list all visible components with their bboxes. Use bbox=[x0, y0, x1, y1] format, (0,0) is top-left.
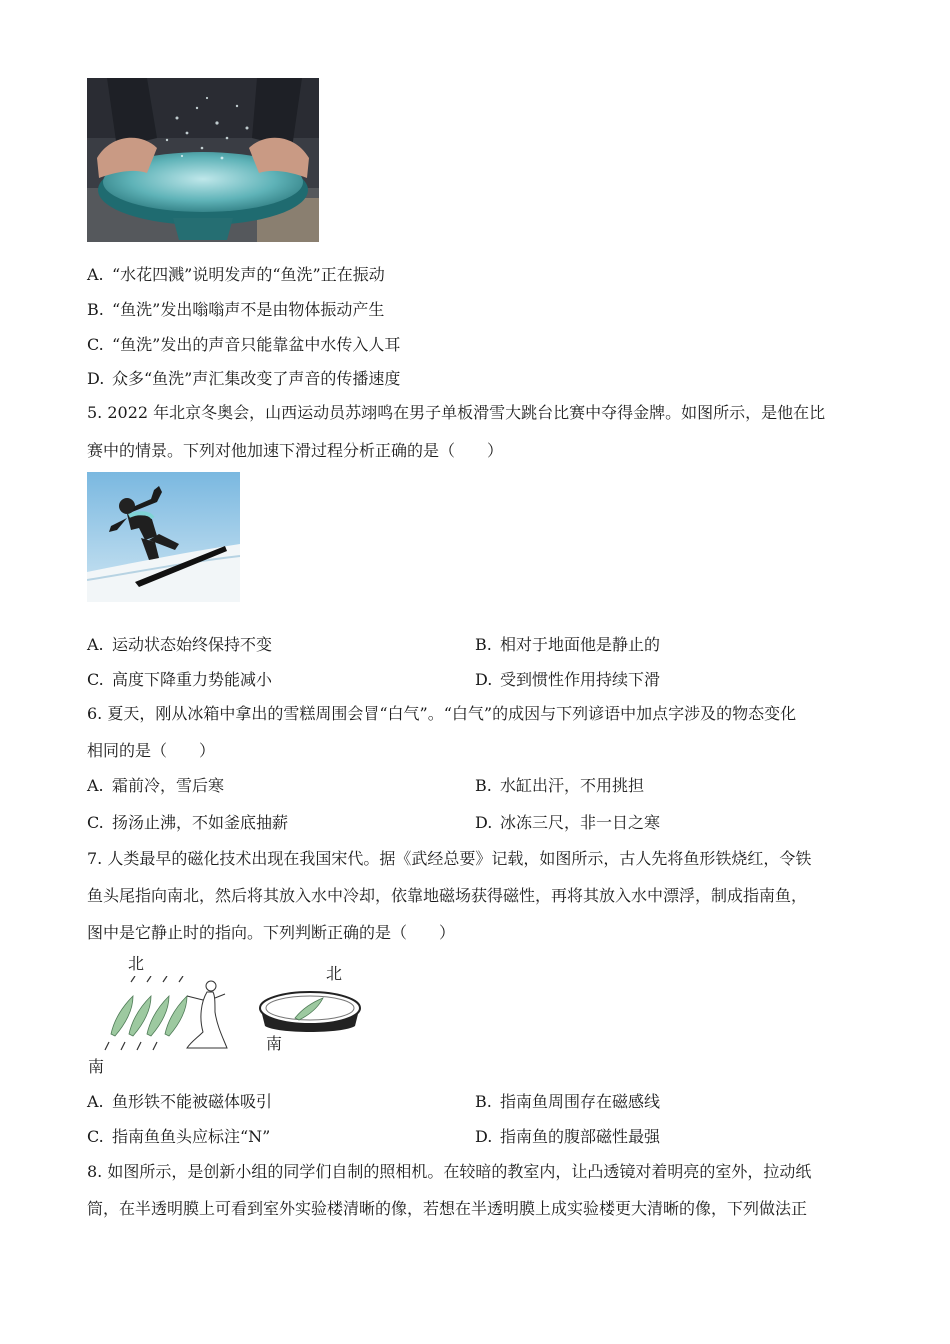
q5-option-b: B. 相对于地面他是静止的 bbox=[475, 635, 661, 654]
fish-iron-cooling-drawing bbox=[103, 976, 233, 1054]
q5-option-c: C. 高度下降重力势能减小 bbox=[87, 670, 273, 689]
q8-stem: 8. 如图所示，是创新小组的同学们自制的照相机。在较暗的教室内，让凸透镜对着明亮的室外，拉动纸 bbox=[87, 1162, 812, 1181]
q4-option-c: C. “鱼洗”发出的声音只能靠盆中水传入人耳 bbox=[87, 335, 401, 354]
figure-label-south-right: 南 bbox=[266, 1034, 283, 1053]
floating-fish-bowl-drawing bbox=[257, 988, 363, 1036]
fish-basin-photo bbox=[87, 78, 319, 242]
q6-stem-cont: 相同的是（ ） bbox=[87, 741, 216, 760]
q4-option-a: A. “水花四溅”说明发声的“鱼洗”正在振动 bbox=[87, 265, 385, 284]
q5-stem-cont: 赛中的情景。下列对他加速下滑过程分析正确的是（ ） bbox=[87, 441, 504, 460]
q7-stem: 7. 人类最早的磁化技术出现在我国宋代。据《武经总要》记载，如图所示，古人先将鱼形铁烧红，令铁 bbox=[87, 849, 812, 868]
q6-option-b: B. 水缸出汗，不用挑担 bbox=[475, 776, 645, 795]
q6-stem: 6. 夏天，刚从冰箱中拿出的雪糕周围会冒“白气”。“白气”的成因与下列谚语中加点字涉及的物态变化 bbox=[87, 704, 797, 723]
q5-stem: 5. 2022 年北京冬奥会，山西运动员苏翊鸣在男子单板滑雪大跳台比赛中夺得金牌。如图所示，是他在比 bbox=[87, 403, 826, 422]
q6-option-c: C. 扬汤止沸，不如釜底抽薪 bbox=[87, 813, 289, 832]
q4-option-b: B. “鱼洗”发出嗡嗡声不是由物体振动产生 bbox=[87, 300, 385, 319]
q5-option-d: D. 受到惯性作用持续下滑 bbox=[475, 670, 661, 689]
figure-label-north-right: 北 bbox=[326, 964, 343, 983]
figure-label-north-left: 北 bbox=[128, 954, 145, 973]
q6-option-a: A. 霜前冷，雪后寒 bbox=[87, 776, 225, 795]
snowboarder-photo bbox=[87, 472, 240, 602]
q4-option-d: D. 众多“鱼洗”声汇集改变了声音的传播速度 bbox=[87, 369, 401, 388]
q5-option-a: A. 运动状态始终保持不变 bbox=[87, 635, 273, 654]
q7-option-a: A. 鱼形铁不能被磁体吸引 bbox=[87, 1092, 273, 1111]
q7-option-d: D. 指南鱼的腹部磁性最强 bbox=[475, 1127, 661, 1146]
q7-option-b: B. 指南鱼周围存在磁感线 bbox=[475, 1092, 661, 1111]
q7-stem-cont2: 图中是它静止时的指向。下列判断正确的是（ ） bbox=[87, 923, 456, 942]
q8-stem-cont: 筒，在半透明膜上可看到室外实验楼清晰的像，若想在半透明膜上成实验楼更大清晰的像，下列做法正 bbox=[87, 1199, 808, 1218]
figure-label-south-left: 南 bbox=[88, 1057, 105, 1076]
q7-stem-cont1: 鱼头尾指向南北，然后将其放入水中冷却，依靠地磁场获得磁性，再将其放入水中漂浮，制成指南鱼， bbox=[87, 886, 808, 905]
q6-option-d: D. 冰冻三尺，非一日之寒 bbox=[475, 813, 661, 832]
q7-option-c: C. 指南鱼鱼头应标注“N” bbox=[87, 1127, 271, 1146]
